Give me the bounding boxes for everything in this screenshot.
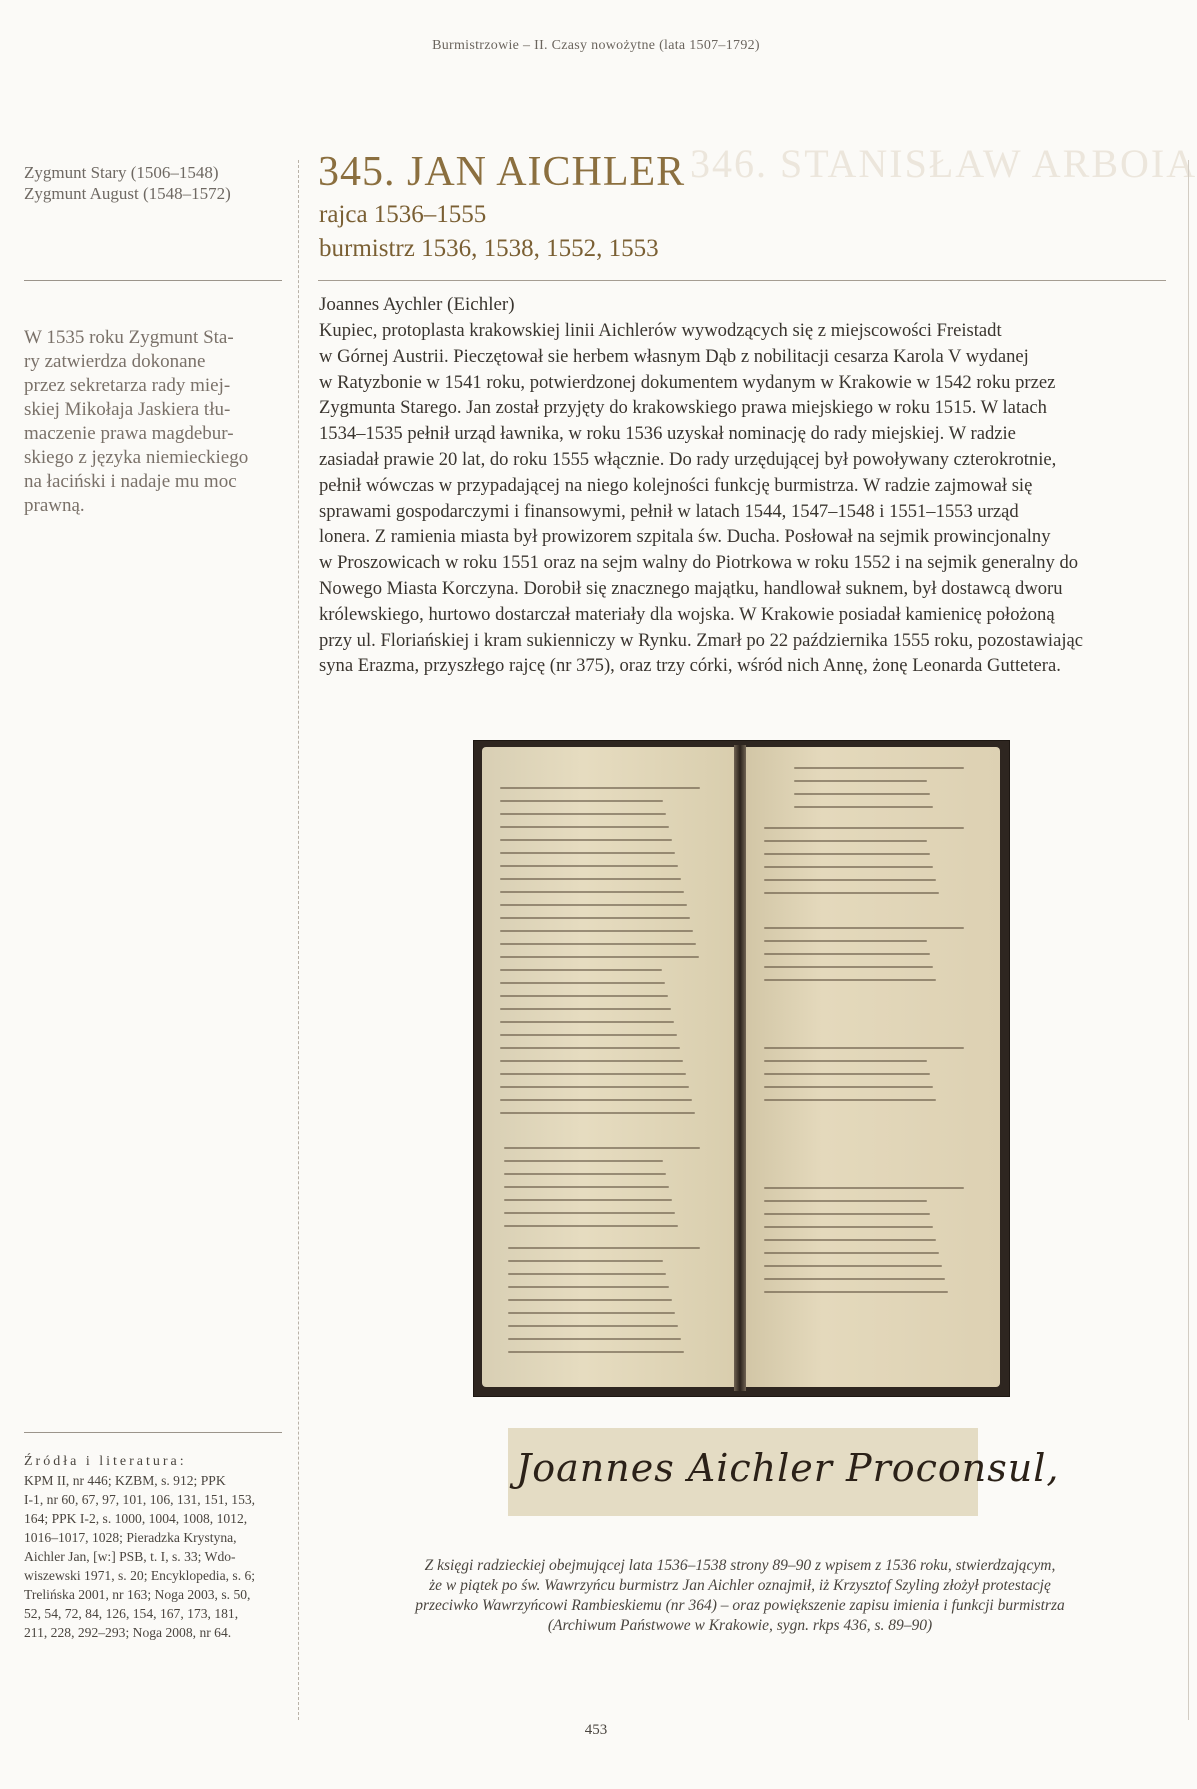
handwriting-stroke [504, 1173, 666, 1175]
heading-rule [318, 280, 1166, 281]
note-line: prawną. [24, 495, 85, 516]
handwriting-stroke [794, 806, 933, 808]
handwriting-stroke [500, 839, 672, 841]
handwriting-stroke [508, 1338, 681, 1340]
signature-enlargement-image [508, 1428, 1060, 1516]
handwriting-stroke [764, 1265, 942, 1267]
handwriting-stroke [764, 966, 933, 968]
handwriting-stroke [764, 1213, 930, 1215]
handwriting-stroke [508, 1299, 672, 1301]
handwriting-stroke [500, 1047, 680, 1049]
figure-caption [340, 1556, 1140, 1636]
body-line: w Górnej Austrii. Pieczętował sie herbem własnym Dąb z nobilitacji cesarza Karola V wydanej [319, 345, 1029, 367]
handwriting-stroke [500, 1112, 695, 1114]
note-line: skiej Mikołaja Jaskiera tłu- [24, 399, 231, 420]
entry-subtitle-councillor: rajca 1536–1555 [319, 201, 487, 228]
handwriting-stroke [500, 891, 684, 893]
handwriting-stroke [500, 917, 690, 919]
next-entry-ghost-heading: 346. STANISŁAW ARBOIA [690, 141, 1197, 186]
handwriting-stroke [508, 1312, 675, 1314]
handwriting-stroke [764, 1252, 939, 1254]
handwriting-stroke [764, 940, 927, 942]
handwriting-stroke [764, 1047, 964, 1049]
page-number: 453 [584, 1722, 608, 1738]
caption-line: że w piątek po św. Wawrzyńcu burmistrz Jan Aichler oznajmił, iż Krzysztof Szyling złożył protestację [429, 1577, 1051, 1594]
body-line: Zygmunta Starego. Jan został przyjęty do krakowskiego prawa miejskiego w roku 1515. W latach [319, 397, 1047, 419]
caption-line: (Archiwum Państwowe w Krakowie, sygn. rkps 436, s. 89–90) [547, 1617, 933, 1634]
handwriting-stroke [500, 813, 666, 815]
handwriting-stroke [500, 904, 687, 906]
handwriting-stroke [764, 879, 936, 881]
handwriting-stroke [764, 1060, 927, 1062]
sources-block [24, 1452, 282, 1642]
handwriting-stroke [764, 1073, 930, 1075]
sources-line: I-1, nr 60, 67, 97, 101, 106, 131, 151, 153, [24, 1492, 256, 1507]
handwriting-stroke [500, 943, 696, 945]
handwriting-stroke [500, 1008, 671, 1010]
body-line: Nowego Miasta Korczyna. Dorobił się znacznego majątku, handlował suknem, był dostawcą dworu [319, 577, 1063, 599]
body-line: lonera. Z ramienia miasta był prowizorem szpitala św. Ducha. Posłował na sejmik prowincjonalny [319, 526, 1051, 548]
sources-line: Trelińska 2001, nr 163; Noga 2003, s. 50, [24, 1587, 251, 1602]
handwriting-stroke [500, 930, 693, 932]
handwriting-stroke [504, 1212, 675, 1214]
handwriting-stroke [500, 852, 675, 854]
handwriting-stroke [764, 1239, 936, 1241]
handwriting-stroke [764, 853, 930, 855]
sources-line: 211, 228, 292–293; Noga 2008, nr 64. [24, 1625, 232, 1640]
handwriting-stroke [508, 1247, 700, 1249]
body-line: królewskiego, hurtowo dostarczał materiały dla wojska. W Krakowie posiadał kamienicę położoną [319, 603, 1055, 625]
sidebar-reigns [24, 162, 282, 204]
handwriting-stroke [500, 878, 681, 880]
handwriting-stroke [504, 1160, 663, 1162]
caption-line: Z księgi radzieckiej obejmującej lata 1536–1538 strony 89–90 z wpisem z 1536 roku, stwierdzającym, [424, 1557, 1056, 1574]
handwriting-stroke [500, 865, 678, 867]
handwriting-stroke [764, 892, 939, 894]
page-edge-line [1188, 160, 1189, 1720]
handwriting-stroke [764, 1099, 936, 1101]
handwriting-stroke [500, 956, 699, 958]
sources-line: Aichler Jan, [w:] PSB, t. I, s. 33; Wdo- [24, 1549, 236, 1564]
handwriting-stroke [764, 1278, 945, 1280]
handwriting-stroke [508, 1273, 666, 1275]
sources-line: 52, 54, 72, 84, 126, 154, 167, 173, 181, [24, 1606, 239, 1621]
body-line: 1534–1535 pełnił urząd ławnika, w roku 1536 uzyskał nominację do rady miejskiej. W radzie [319, 423, 1016, 445]
sources-line: wiszewski 1971, s. 20; Encyklopedia, s. 6; [24, 1568, 256, 1583]
body-line: Kupiec, protoplasta krakowskiej linii Aichlerów wywodzących się z miejscowości Freistadt [319, 320, 1002, 341]
signature-handwriting: Joannes Aichler Proconsul, [516, 1446, 1060, 1490]
note-line: na łaciński i nadaje mu moc [24, 471, 237, 492]
handwriting-stroke [500, 1086, 689, 1088]
sources-line: KPM II, nr 446; KZBM, s. 912; PPK [24, 1473, 226, 1488]
handwriting-stroke [504, 1147, 700, 1149]
body-line: zasiadał prawie 20 lat, do roku 1555 włącznie. Do rady urzędującej był powoływany czterokrotnie, [319, 448, 1057, 470]
handwriting-stroke [500, 1034, 677, 1036]
handwriting-stroke [500, 826, 669, 828]
body-line: przy ul. Floriańskiej i kram sukienniczy w Rynku. Zmarł po 22 października 1555 roku, pozostawiając [319, 629, 1083, 651]
handwriting-stroke [504, 1199, 672, 1201]
handwriting-stroke [508, 1260, 663, 1262]
reign-line: Zygmunt Stary (1506–1548) [24, 163, 219, 182]
note-line: W 1535 roku Zygmunt Sta- [24, 327, 234, 348]
reign-line: Zygmunt August (1548–1572) [24, 184, 231, 203]
handwriting-stroke [500, 1073, 686, 1075]
handwriting-stroke [794, 780, 927, 782]
sidebar-note [24, 326, 282, 518]
handwriting-stroke [508, 1351, 684, 1353]
handwriting-stroke [508, 1325, 678, 1327]
handwriting-stroke [764, 979, 936, 981]
manuscript-left-page [482, 747, 734, 1387]
column-divider [298, 160, 299, 1720]
entry-body [319, 318, 1165, 679]
handwriting-stroke [764, 953, 930, 955]
note-line: skiego z języka niemieckiego [24, 447, 249, 468]
handwriting-stroke [764, 1291, 948, 1293]
note-line: przez sekretarza rady miej- [24, 375, 231, 396]
handwriting-stroke [500, 969, 662, 971]
handwriting-stroke [500, 787, 700, 789]
note-line: ry zatwierdza dokonane [24, 351, 206, 372]
manuscript-right-page [746, 747, 1000, 1387]
running-head: Burmistrzowie – II. Czasy nowożytne (lata 1507–1792) [432, 38, 760, 53]
body-line: syna Erazma, przyszłego rajcę (nr 375), oraz trzy córki, wśród nich Annę, żonę Leonarda Guttetera. [319, 655, 1061, 677]
latin-name: Joannes Aychler (Eichler) [319, 294, 515, 315]
sources-divider [24, 1432, 282, 1433]
handwriting-stroke [500, 1060, 683, 1062]
handwriting-stroke [504, 1225, 678, 1227]
sources-heading: Źródła i literatura: [24, 1454, 187, 1469]
handwriting-stroke [764, 1200, 927, 1202]
sidebar-divider [24, 280, 282, 281]
handwriting-stroke [794, 767, 964, 769]
sources-line: 1016–1017, 1028; Pieradzka Krystyna, [24, 1530, 237, 1545]
entry-subtitle-mayor: burmistrz 1536, 1538, 1552, 1553 [319, 235, 659, 262]
body-line: pełnił wówczas w przypadającej na niego kolejności funkcję burmistrza. W radzie zajmował się [319, 474, 1033, 496]
manuscript-gutter [734, 745, 746, 1391]
sources-line: 164; PPK I-2, s. 1000, 1004, 1008, 1012, [24, 1511, 248, 1526]
note-line: maczenie prawa magdebur- [24, 423, 234, 444]
handwriting-stroke [764, 866, 933, 868]
handwriting-stroke [508, 1286, 669, 1288]
handwriting-stroke [500, 995, 668, 997]
handwriting-stroke [500, 800, 663, 802]
handwriting-stroke [764, 927, 964, 929]
entry-title: 345. JAN AICHLER [318, 149, 686, 195]
handwriting-stroke [794, 793, 930, 795]
handwriting-stroke [764, 1086, 933, 1088]
body-line: sprawami gospodarczymi i finansowymi, pełnił w latach 1544, 1547–1548 i 1551–1553 urząd [319, 500, 1019, 522]
manuscript-scan-image [473, 740, 1010, 1397]
handwriting-stroke [500, 1021, 674, 1023]
caption-line: przeciwko Wawrzyńcowi Rambieskiemu (nr 364) – oraz powiększenie zapisu imienia i funkcji burmistrza [415, 1597, 1065, 1614]
handwriting-stroke [764, 840, 927, 842]
body-line: w Proszowicach w roku 1551 oraz na sejm walny do Piotrkowa w roku 1552 i na sejmik generalny do [319, 552, 1079, 574]
handwriting-stroke [500, 1099, 692, 1101]
handwriting-stroke [504, 1186, 669, 1188]
handwriting-stroke [764, 827, 964, 829]
handwriting-stroke [764, 1187, 964, 1189]
handwriting-stroke [764, 1226, 933, 1228]
handwriting-stroke [500, 982, 665, 984]
body-line: w Ratyzbonie w 1541 roku, potwierdzonej dokumentem wydanym w Krakowie w 1542 roku przez [319, 371, 1056, 393]
